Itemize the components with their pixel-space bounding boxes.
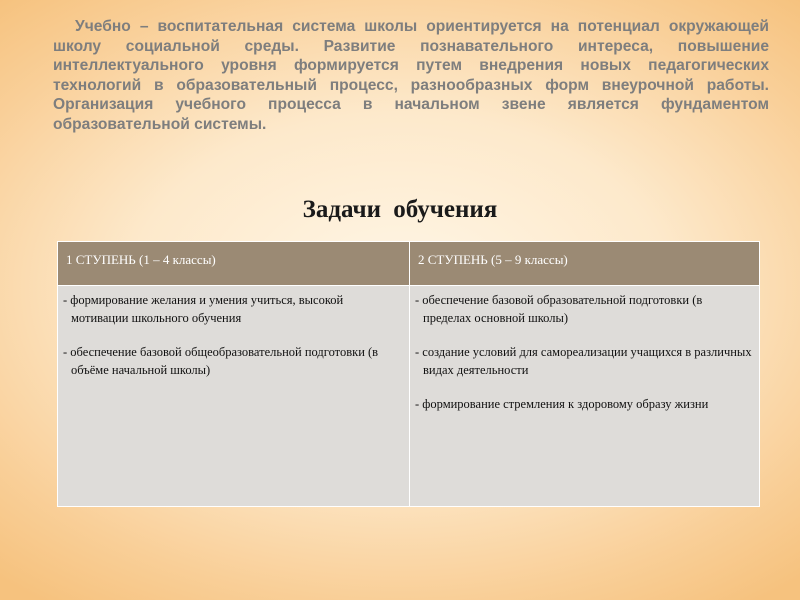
column-header-stage-2: 2 СТУПЕНЬ (5 – 9 классы) [410,242,760,286]
column-header-stage-1: 1 СТУПЕНЬ (1 – 4 классы) [58,242,410,286]
table-header-row [58,242,760,286]
table-row [58,286,760,507]
list-item: - создание условий для самореализации учащихся в различных видах деятельности [415,345,752,377]
list-item: - обеспечение базовой образовательной подготовки (в пределах основной школы) [415,293,703,325]
stage-1-cell [58,286,410,507]
stage-2-cell [410,286,760,507]
intro-paragraph: Учебно – воспитательная система школы ориентируется на потенциал окружающей школу социальной среды. Развитие познавательного интереса, повышение интеллектуального уровня формируется путем внедрения новых педагогических технологий в образовательный процесс, разнообразных форм внеурочной работы. Организация учебного процесса в начальном звене является фундаментом образовательной системы. [53,18,769,133]
section-heading: Задачи обучения [302,196,498,223]
list-item: - обеспечение базовой общеобразовательной подготовки (в объёме начальной школы) [63,345,379,377]
list-item: - формирование желания и умения учиться, высокой мотивации школьного обучения [63,293,344,325]
list-item: - формирование стремления к здоровому образу жизни [415,397,709,411]
tasks-table [57,241,760,507]
